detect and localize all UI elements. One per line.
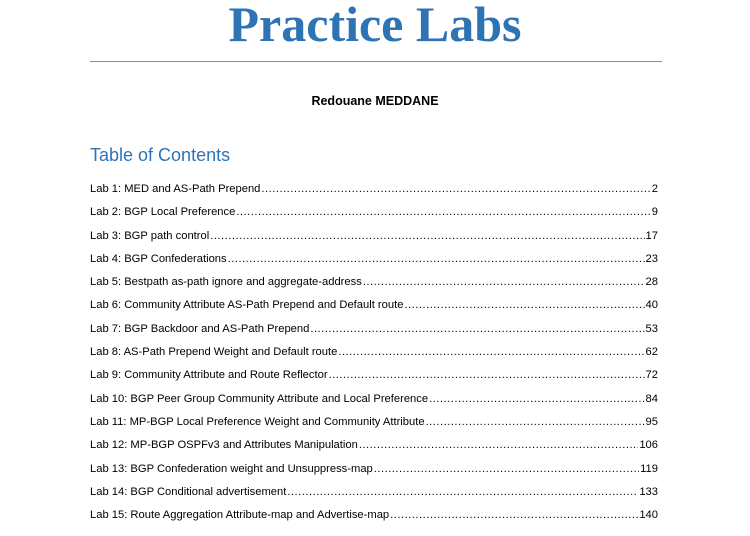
toc-entry-label: Lab 1: MED and AS-Path Prepend	[90, 183, 261, 195]
toc-page-number: 2	[651, 183, 658, 195]
toc-entry-label: Lab 4: BGP Confederations	[90, 252, 227, 265]
toc-dot-leader	[429, 393, 644, 405]
toc-entry-label: Lab 10: BGP Peer Group Community Attribute and Local Preference	[90, 392, 429, 405]
toc-page-number: 9	[651, 206, 658, 219]
toc-dot-leader	[310, 323, 644, 335]
toc-entry-lab-15[interactable]	[90, 509, 658, 532]
toc-entry-lab-7[interactable]	[90, 323, 658, 346]
toc-page-number: 133	[639, 485, 658, 498]
toc-dot-leader	[338, 346, 644, 358]
toc-entry-label: Lab 6: Community Attribute AS-Path Prepend and Default route	[90, 299, 404, 312]
toc-entry-label: Lab 7: BGP Backdoor and AS-Path Prepend	[90, 322, 310, 335]
toc-page-number: 40	[645, 299, 658, 312]
toc-entry-label: Lab 13: BGP Confederation weight and Unsuppress-map	[90, 462, 373, 475]
toc-dot-leader	[374, 463, 639, 475]
toc-dot-leader	[210, 230, 644, 242]
toc-entry-lab-1[interactable]	[90, 183, 658, 206]
toc-entry-label: Lab 12: MP-BGP OSPFv3 and Attributes Manipulation	[90, 439, 358, 452]
toc-entry-lab-13[interactable]	[90, 463, 658, 486]
table-of-contents	[90, 183, 658, 532]
toc-dot-leader	[261, 183, 650, 195]
toc-entry-label: Lab 15: Route Aggregation Attribute-map and Advertise-map	[90, 509, 390, 522]
toc-entry-lab-9[interactable]	[90, 369, 658, 392]
author-name: Redouane MEDDANE	[311, 94, 439, 108]
toc-entry-label: Lab 2: BGP Local Preference	[90, 206, 236, 219]
toc-dot-leader	[404, 299, 644, 311]
toc-page-number: 95	[645, 415, 658, 428]
toc-dot-leader	[426, 416, 645, 428]
toc-dot-leader	[363, 276, 645, 288]
toc-page-number: 140	[639, 509, 658, 522]
toc-page-number: 119	[640, 462, 658, 475]
toc-entry-label: Lab 11: MP-BGP Local Preference Weight and Community Attribute	[90, 415, 425, 428]
toc-dot-leader	[287, 486, 638, 498]
toc-entry-lab-10[interactable]	[90, 393, 658, 416]
toc-dot-leader	[228, 253, 645, 265]
toc-entry-lab-3[interactable]	[90, 230, 658, 253]
toc-page-number: 62	[645, 346, 658, 359]
toc-entry-lab-12[interactable]	[90, 439, 658, 462]
toc-page-number: 23	[645, 252, 658, 265]
toc-dot-leader	[390, 509, 638, 521]
title-underline	[90, 61, 662, 62]
document-title: Practice Labs	[228, 0, 522, 52]
toc-heading: Table of Contents	[90, 145, 231, 165]
toc-page-number: 53	[645, 322, 658, 335]
toc-entry-lab-11[interactable]	[90, 416, 658, 439]
toc-entry-label: Lab 3: BGP path control	[90, 229, 210, 242]
toc-page-number: 17	[645, 229, 658, 242]
toc-entry-lab-6[interactable]	[90, 299, 658, 322]
toc-page-number: 72	[645, 369, 658, 382]
toc-entry-lab-14[interactable]	[90, 486, 658, 509]
toc-dot-leader	[359, 439, 639, 451]
toc-entry-lab-4[interactable]	[90, 253, 658, 276]
toc-entry-label: Lab 14: BGP Conditional advertisement	[90, 485, 287, 498]
toc-entry-lab-5[interactable]	[90, 276, 658, 299]
toc-dot-leader	[236, 206, 650, 218]
toc-entry-label: Lab 9: Community Attribute and Route Reflector	[90, 369, 328, 382]
toc-entry-label: Lab 8: AS-Path Prepend Weight and Default route	[90, 346, 338, 359]
toc-entry-lab-2[interactable]	[90, 206, 658, 229]
toc-page-number: 84	[645, 392, 658, 405]
toc-page-number: 106	[639, 439, 658, 452]
toc-entry-label: Lab 5: Bestpath as-path ignore and aggregate-address	[90, 276, 362, 289]
toc-entry-lab-8[interactable]	[90, 346, 658, 369]
toc-page-number: 28	[645, 276, 658, 289]
toc-dot-leader	[329, 369, 645, 381]
